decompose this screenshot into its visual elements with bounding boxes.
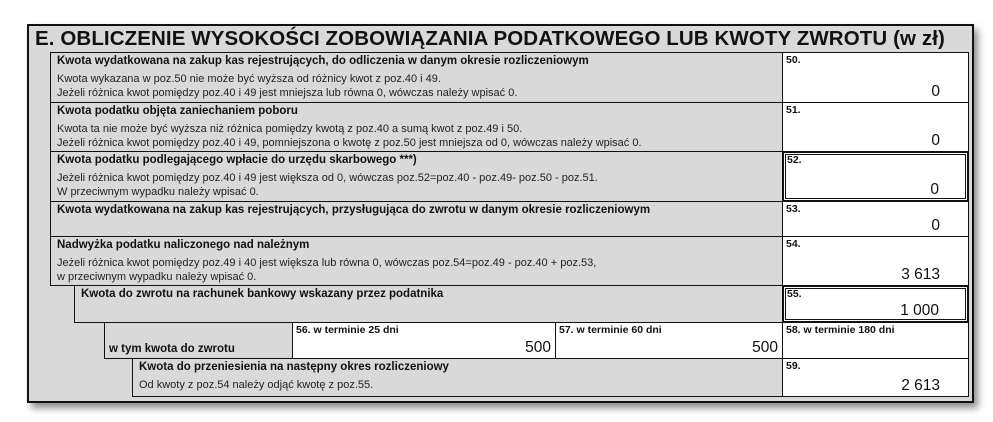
field-55[interactable]: [782, 285, 969, 323]
field-59-value: 2 613: [901, 377, 940, 394]
field-51[interactable]: [782, 102, 969, 152]
field-51-number: 51.: [786, 104, 801, 116]
field-50-value: 0: [931, 83, 940, 100]
row-59-label: Kwota do przeniesienia na następny okres rozliczeniowy: [139, 361, 449, 373]
section-e-form: [27, 24, 974, 403]
field-57-number: 57. w terminie 60 dni: [559, 324, 662, 336]
field-52[interactable]: [782, 151, 969, 202]
row-55-description: [74, 285, 783, 323]
field-56-value: 500: [525, 339, 551, 356]
field-51-value: 0: [931, 132, 940, 149]
field-54-value: 3 613: [901, 266, 940, 283]
field-53[interactable]: [782, 201, 969, 237]
row-52-description: [50, 151, 783, 202]
row-51-description: [50, 102, 783, 152]
field-55-number: 55.: [787, 288, 802, 300]
row-54-label: Nadwyżka podatku naliczonego nad należnym: [57, 239, 310, 251]
row-54-note-2: w przeciwnym wypadku należy wpisać 0.: [57, 271, 257, 283]
field-56[interactable]: [292, 322, 556, 359]
row-50-note-1: Kwota wykazana w poz.50 nie może być wyższa od różnicy kwot z poz.40 i 49.: [57, 73, 441, 85]
row-51-note-2: Jeżeli różnica kwot pomiędzy poz.40 i 49, pomniejszona o kwotę z poz.50 jest mniejsza od 0, wówczas należy wpisać 0.: [57, 137, 642, 149]
row-52-note-1: Jeżeli różnica kwot pomiędzy poz.40 i 49 jest większa od 0, wówczas poz.52=poz.40 - poz.49- poz.50 - poz.51.: [57, 172, 598, 184]
row-52-note-2: W przeciwnym wypadku należy wpisać 0.: [57, 186, 259, 198]
row-59-note: Od kwoty z poz.54 należy odjąć kwotę z poz.55.: [139, 379, 374, 391]
refund-split-description: [104, 322, 293, 359]
row-52-label: Kwota podatku podlegającego wpłacie do urzędu skarbowego ***): [57, 154, 417, 166]
field-58-number: 58. w terminie 180 dni: [786, 324, 895, 336]
field-59-number: 59.: [786, 360, 801, 372]
field-52-number: 52.: [787, 154, 802, 166]
field-50[interactable]: [782, 52, 969, 103]
row-53-description: [50, 201, 783, 237]
row-51-note-1: Kwota ta nie może być wyższa niż różnica pomiędzy kwotą z poz.40 a sumą kwot z poz.49 i 50.: [57, 123, 523, 135]
row-50-note-2: Jeżeli różnica kwot pomiędzy poz.40 i 49 jest mniejsza lub równa 0, wówczas należy wpisać 0.: [57, 87, 518, 99]
field-50-number: 50.: [786, 54, 801, 66]
refund-split-label: w tym kwota do zwrotu: [109, 343, 235, 355]
field-54-number: 54.: [786, 238, 801, 250]
row-54-description: [50, 236, 783, 286]
field-54[interactable]: [782, 236, 969, 286]
field-53-value: 0: [931, 217, 940, 234]
field-56-number: 56. w terminie 25 dni: [296, 324, 399, 336]
field-57[interactable]: [555, 322, 783, 359]
row-50-label: Kwota wydatkowana na zakup kas rejestrujących, do odliczenia w danym okresie rozliczeniowym: [57, 55, 589, 67]
field-52-value: 0: [930, 181, 939, 198]
row-53-label: Kwota wydatkowana na zakup kas rejestrujących, przysługująca do zwrotu w danym okresie rozliczeniowym: [57, 204, 651, 216]
field-53-number: 53.: [786, 203, 801, 215]
row-59-description: [132, 358, 783, 397]
field-55-value: 1 000: [900, 302, 939, 319]
field-57-value: 500: [752, 339, 778, 356]
row-54-note-1: Jeżeli różnica kwot pomiędzy poz.49 i 40 jest większa lub równa 0, wówczas poz.54=poz.49 - poz.40 + poz.53,: [57, 257, 597, 269]
field-58[interactable]: [782, 322, 969, 359]
row-50-description: [50, 52, 783, 103]
row-55-label: Kwota do zwrotu na rachunek bankowy wskazany przez podatnika: [81, 288, 444, 300]
field-59[interactable]: [782, 358, 969, 397]
row-51-label: Kwota podatku objęta zaniechaniem poboru: [57, 105, 298, 117]
section-title: E. OBLICZENIE WYSOKOŚCI ZOBOWIĄZANIA PODATKOWEGO LUB KWOTY ZWROTU (w zł): [35, 27, 945, 50]
